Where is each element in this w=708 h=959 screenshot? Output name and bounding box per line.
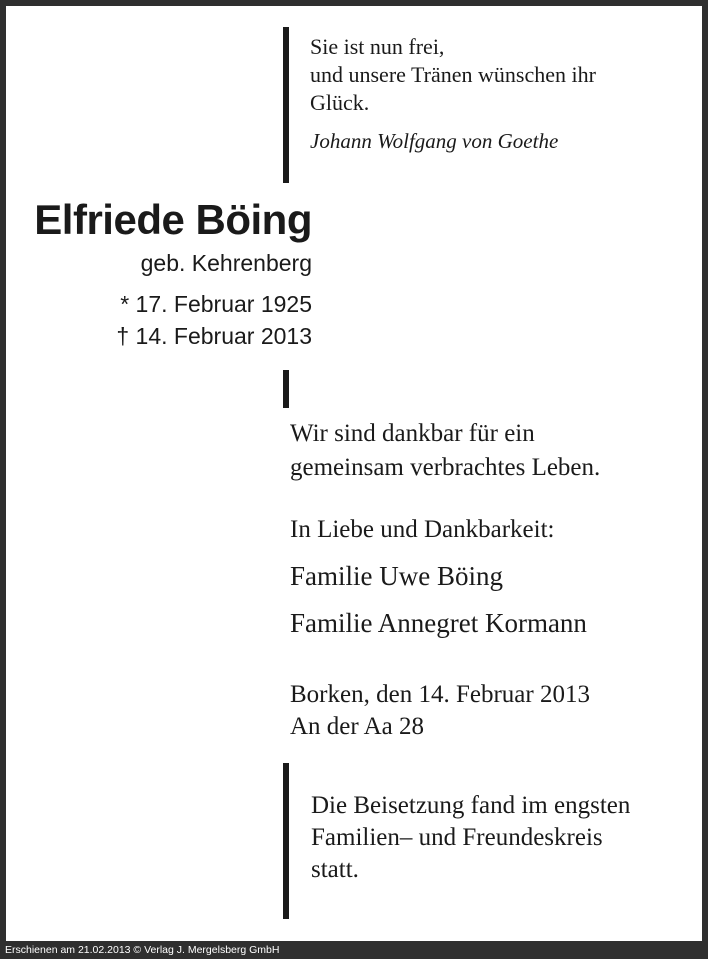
footer-bar xyxy=(0,941,708,959)
middle-divider-bar xyxy=(283,370,289,408)
family-name: Familie Annegret Kormann xyxy=(290,608,587,638)
maiden-name: geb. Kehrenberg xyxy=(140,250,312,276)
quote-divider-bar xyxy=(283,27,289,183)
gratitude-line: Wir sind dankbar für ein xyxy=(290,420,535,447)
deceased-name: Elfriede Böing xyxy=(34,196,312,243)
publication-notice: Erschienen am 21.02.2013 © Verlag J. Mergelsberg GmbH xyxy=(5,944,280,956)
place-date-line: Borken, den 14. Februar 2013 xyxy=(290,681,590,708)
quote-line: Glück. xyxy=(310,90,370,115)
quote-line: Sie ist nun frei, xyxy=(310,34,445,59)
birth-date: * 17. Februar 1925 xyxy=(120,291,312,317)
burial-divider-bar xyxy=(283,763,289,919)
gratitude-line: gemeinsam verbrachtes Leben. xyxy=(290,454,601,481)
burial-note-line: Die Beisetzung fand im engsten xyxy=(311,792,631,819)
quote-author: Johann Wolfgang von Goethe xyxy=(310,129,559,153)
family-name: Familie Uwe Böing xyxy=(290,561,503,591)
quote-line: und unsere Tränen wünschen ihr xyxy=(310,62,596,87)
burial-note-line: statt. xyxy=(311,856,359,883)
death-date: † 14. Februar 2013 xyxy=(116,323,312,349)
mourners-intro: In Liebe und Dankbarkeit: xyxy=(290,516,555,543)
burial-note-line: Familien– und Freundeskreis xyxy=(311,824,603,851)
address-line: An der Aa 28 xyxy=(290,713,424,740)
